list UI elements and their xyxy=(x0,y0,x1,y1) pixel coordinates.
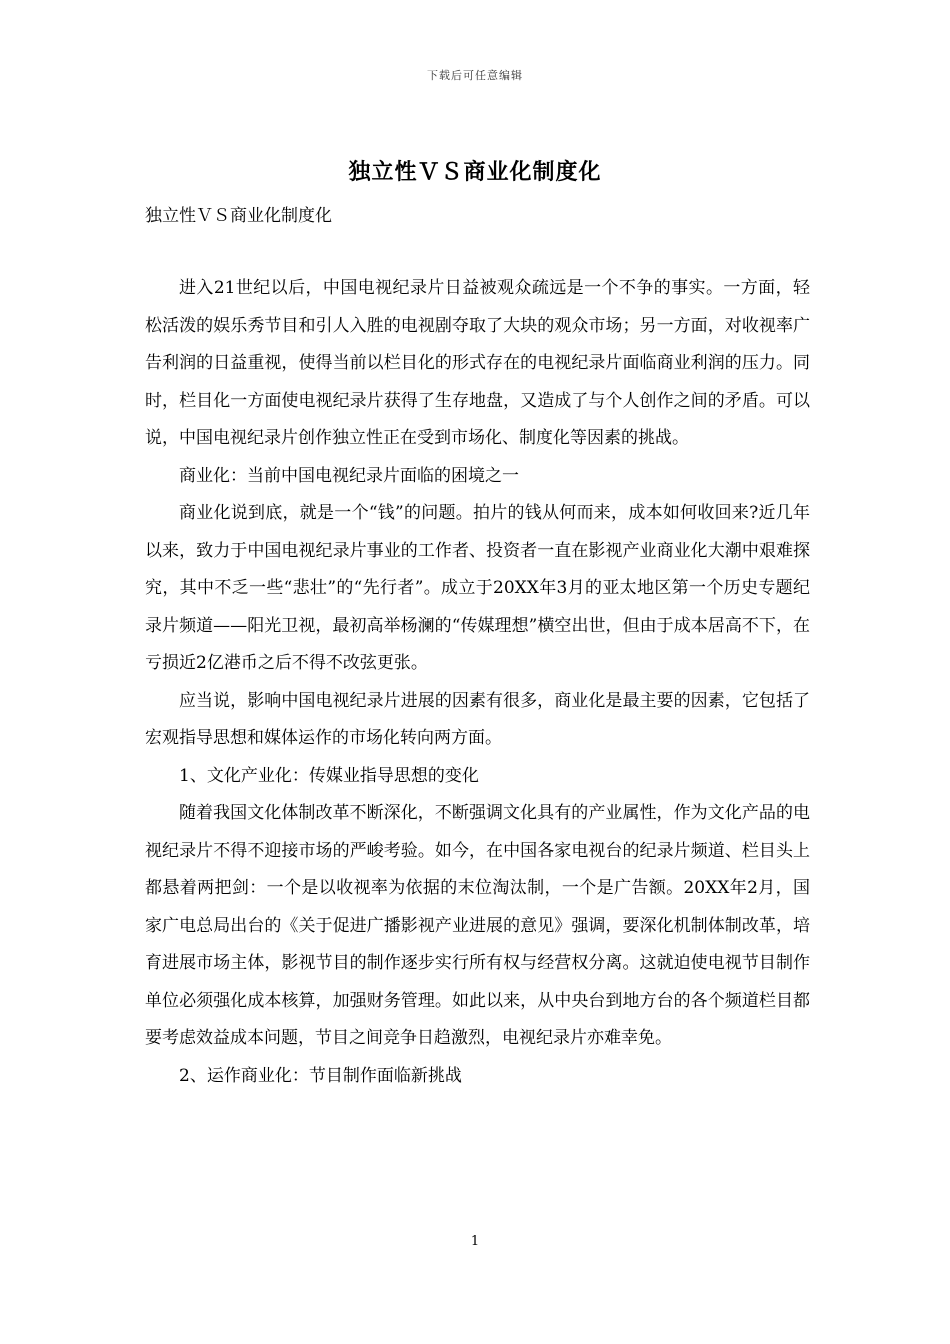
page-number: 1 xyxy=(470,1234,480,1249)
document-title: 独立性ＶＳ商业化制度化 xyxy=(348,160,602,185)
header-note: 下载后可任意编辑 xyxy=(427,69,523,82)
section-heading: 1、文化产业化：传媒业指导思想的变化 xyxy=(179,765,479,786)
document-body xyxy=(145,270,810,1095)
section-heading: 商业化：当前中国电视纪录片面临的困境之一 xyxy=(179,465,519,486)
paragraph: 进入21世纪以后，中国电视纪录片日益被观众疏远是一个不争的事实。一方面，轻松活泼的娱乐秀节目和引人入胜的电视剧夺取了大块的观众市场；另一方面，对收视率广告利润的日益重视，使得当前以栏目化的形式存在的电视纪录片面临商业利润的压力。同时，栏目化一方面使电视纪录片获得了生存地盘，又造成了与个人创作之间的矛盾。可以说，中国电视纪录片创作独立性正在受到市场化、制度化等因素的挑战。 xyxy=(145,278,810,448)
paragraph: 商业化说到底，就是一个“钱”的问题。拍片的钱从何而来，成本如何收回来?近几年以来，致力于中国电视纪录片事业的工作者、投资者一直在影视产业商业化大潮中艰难探究，其中不乏一些“悲壮”的“先行者”。成立于20XX年3月的亚太地区第一个历史专题纪录片频道——阳光卫视，最初高举杨澜的“传媒理想”横空出世，但由于成本居高不下，在亏损近2亿港币之后不得不改弦更张。 xyxy=(145,503,810,673)
document-subtitle: 独立性ＶＳ商业化制度化 xyxy=(145,206,332,226)
section-heading: 2、运作商业化：节目制作面临新挑战 xyxy=(179,1065,462,1086)
paragraph: 随着我国文化体制改革不断深化，不断强调文化具有的产业属性，作为文化产品的电视纪录片不得不迎接市场的严峻考验。如今，在中国各家电视台的纪录片频道、栏目头上都悬着两把剑：一个是以收视率为依据的末位淘汰制，一个是广告额。20XX年2月，国家广电总局出台的《关于促进广播影视产业进展的意见》强调，要深化机制体制改革，培育进展市场主体，影视节目的制作逐步实行所有权与经营权分离。这就迫使电视节目制作单位必须强化成本核算，加强财务管理。如此以来，从中央台到地方台的各个频道栏目都要考虑效益成本问题，节目之间竞争日趋激烈，电视纪录片亦难幸免。 xyxy=(145,803,810,1048)
paragraph: 应当说，影响中国电视纪录片进展的因素有很多，商业化是最主要的因素，它包括了宏观指导思想和媒体运作的市场化转向两方面。 xyxy=(145,690,810,748)
